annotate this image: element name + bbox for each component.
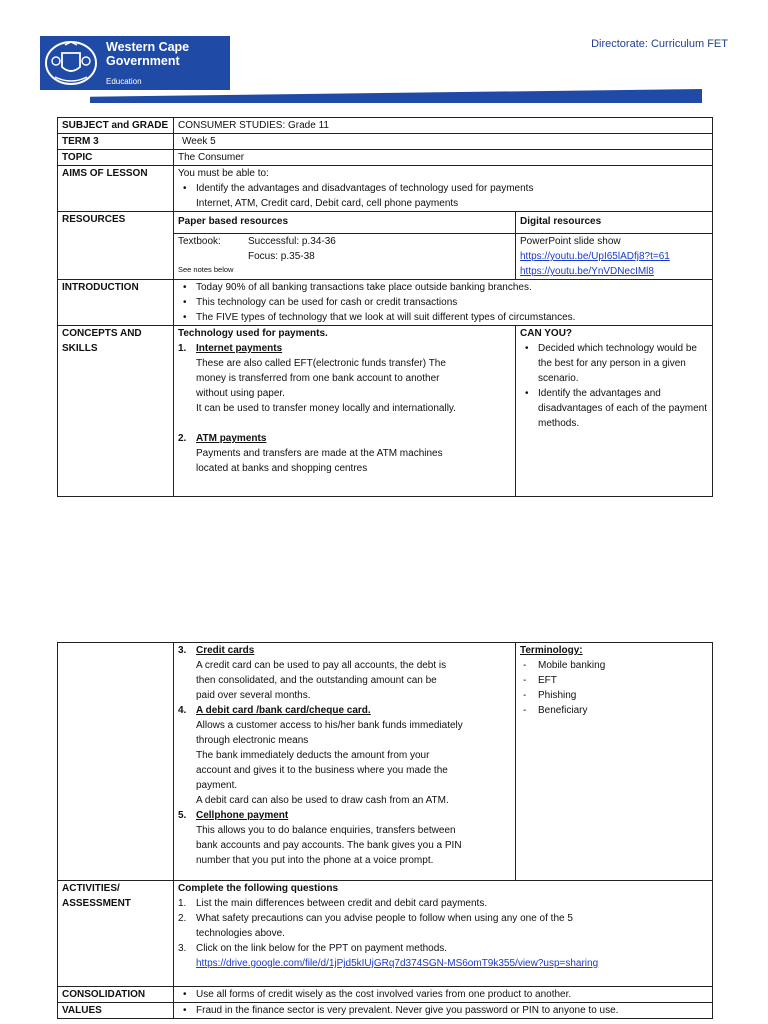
- intro-item: • The FIVE types of technology that we look at will suit different types of circumstances.: [178, 310, 708, 325]
- question-1: List the main differences between credit and debit card payments.: [196, 898, 488, 909]
- internet-payments-title: Internet payments: [196, 343, 283, 354]
- cellphone-payment-title: Cellphone payment: [196, 810, 289, 821]
- lesson-table-1: [57, 117, 713, 497]
- consolidation-row: [58, 987, 713, 1003]
- terminology-cell: [516, 643, 713, 881]
- term-item: - Beneficiary: [520, 703, 708, 718]
- directorate-title: Directorate: Curriculum FET: [591, 38, 728, 50]
- question-2-cont: technologies above.: [196, 928, 285, 939]
- concepts-row: [58, 326, 713, 497]
- resources-head-row: [58, 212, 713, 234]
- internet-payments-text: These are also called EFT(electronic funds transfer) The money is transferred from one bank account to another without using paper. It can be used to transfer money locally and internationally.: [196, 358, 456, 414]
- intro-item: • This technology can be used for cash or credit transactions: [178, 295, 708, 310]
- values-text: • Fraud in the finance sector is very prevalent. Never give you password or PIN to anyone to use.: [178, 1003, 708, 1018]
- question-2: What safety precautions can you advise people to follow when using any one of the 5: [196, 913, 573, 924]
- digital-resources: [516, 234, 713, 280]
- concepts-cell: Technology used for payments. 1. Internet payments These are also called EFT(electronic funds transfer) The money is transferred from one bank account to another without using paper. It can be used to transfer money locally and internationally. 2. ATM payments Payments and transfers are made at the ATM machines located at banks and shopping centres: [174, 326, 516, 497]
- header-band: [90, 89, 702, 103]
- paper-resources: [174, 234, 516, 280]
- logo-line-2: Government: [106, 54, 180, 68]
- debit-card-text: Allows a customer access to his/her bank funds immediately through electronic means The bank immediately deducts the amount from your account and gives it to the business where you made the payment. A debit card can also be used to draw cash from an ATM.: [196, 720, 463, 806]
- lesson-table-2: [57, 642, 713, 1019]
- can-you-cell: [516, 326, 713, 497]
- aims-intro: You must be able to:: [178, 168, 269, 179]
- activities-cell: Complete the following questions 1. List the main differences between credit and debit card payments. 2. What safety precautions can you advise people to follow when using any one of the 5 technologies above. 3. Click on the link below for the PPT on payment methods. https://drive.google.com/file/d/1jPjd5kIUjGRq7d374SGN-MS6omT9k355/view?usp=sharing: [174, 881, 713, 987]
- logo-line-1: Western Cape: [106, 40, 190, 54]
- topic-row: [58, 150, 713, 166]
- resources-label: RESOURCES: [58, 212, 174, 280]
- western-cape-logo: [40, 36, 230, 90]
- coat-of-arms-icon: [43, 39, 99, 87]
- technology-heading: Technology used for payments.: [178, 328, 328, 339]
- can-you-item: • Decided which technology would be the best for any person in a given scenario.: [520, 341, 708, 386]
- aims-cell: [174, 166, 713, 212]
- introduction-row: [58, 280, 713, 326]
- values-label: VALUES: [58, 1003, 174, 1019]
- term-item: - EFT: [520, 673, 708, 688]
- consolidation-text: • Use all forms of credit wisely as the cost involved varies from one product to another.: [178, 987, 708, 1002]
- consolidation-cell: [174, 987, 713, 1003]
- subject-label: SUBJECT and GRADE: [58, 118, 174, 134]
- textbook-successful: Successful: p.34-36: [248, 236, 336, 247]
- atm-payments-title: ATM payments: [196, 433, 267, 444]
- aims-label: AIMS OF LESSON: [58, 166, 174, 212]
- activities-row: [58, 881, 713, 987]
- youtube-link-1[interactable]: https://youtu.be/UpI65lADfj8?t=61: [520, 251, 670, 262]
- term-item: - Phishing: [520, 688, 708, 703]
- aims-bullet: • Identify the advantages and disadvantages of technology used for payments: [178, 181, 708, 196]
- introduction-cell: [174, 280, 713, 326]
- debit-card-title: A debit card /bank card/cheque card.: [196, 705, 371, 716]
- term-row: [58, 134, 713, 150]
- youtube-link-2[interactable]: https://youtu.be/YnVDNecIMl8: [520, 266, 654, 277]
- credit-cards-text: A credit card can be used to pay all accounts, the debt is then consolidated, and the outstanding amount can be paid over several months.: [196, 660, 447, 701]
- credit-cards-title: Credit cards: [196, 645, 255, 656]
- can-you-heading: CAN YOU?: [520, 328, 573, 339]
- topic-value: The Consumer: [174, 150, 713, 166]
- aims-bullet-cont: Internet, ATM, Credit card, Debit card, cell phone payments: [196, 198, 459, 209]
- aims-row: [58, 166, 713, 212]
- atm-payments-text: Payments and transfers are made at the ATM machines located at banks and shopping centres: [196, 448, 443, 474]
- concepts-cont-row: [58, 643, 713, 881]
- activities-label: ACTIVITIES/ ASSESSMENT: [58, 881, 174, 987]
- activities-heading: Complete the following questions: [178, 883, 338, 894]
- see-notes: See notes below: [178, 265, 234, 274]
- values-cell: [174, 1003, 713, 1019]
- concepts-cont-label: [58, 643, 174, 881]
- subject-row: [58, 118, 713, 134]
- subject-value: CONSUMER STUDIES: Grade 11: [174, 118, 713, 134]
- logo-department: Education: [106, 77, 142, 86]
- textbook-focus: Focus: p.35-38: [248, 251, 315, 262]
- question-3: Click on the link below for the PPT on payment methods.: [196, 943, 448, 954]
- values-row: [58, 1003, 713, 1019]
- topic-label: TOPIC: [58, 150, 174, 166]
- ppt-drive-link[interactable]: https://drive.google.com/file/d/1jPjd5kIUjGRq7d374SGN-MS6omT9k355/view?usp=sharing: [196, 958, 599, 969]
- term-value: Week 5: [174, 134, 713, 150]
- term-item: - Mobile banking: [520, 658, 708, 673]
- ppt-label: PowerPoint slide show: [520, 236, 621, 247]
- digital-resources-head: Digital resources: [516, 212, 713, 234]
- concepts-label: CONCEPTS AND SKILLS: [58, 326, 174, 497]
- concepts-cont-cell: 3. Credit cards A credit card can be used to pay all accounts, the debt is then consolidated, and the outstanding amount can be paid over several months. 4. A debit card /bank card/cheque card. Allows a customer access to his/her bank funds immediately through electronic means The bank immediately deducts the amount from your account and gives it to the business where you made the payment. A debit card can also be used to draw cash from an ATM. 5. Cellphone payment This allows you to do balance enquiries, transfers between bank accounts and pay accounts. The bank gives you a PIN number that you put into the phone at a voice prompt.: [174, 643, 516, 881]
- introduction-label: INTRODUCTION: [58, 280, 174, 326]
- term-label: TERM 3: [58, 134, 174, 150]
- textbook-label: Textbook:: [178, 236, 221, 247]
- intro-item: • Today 90% of all banking transactions take place outside banking branches.: [178, 280, 708, 295]
- cellphone-payment-text: This allows you to do balance enquiries, transfers between bank accounts and pay accounts. The bank gives you a PIN number that you put into the phone at a voice prompt.: [196, 825, 462, 866]
- consolidation-label: CONSOLIDATION: [58, 987, 174, 1003]
- terminology-heading: Terminology:: [520, 645, 583, 656]
- can-you-item: • Identify the advantages and disadvantages of each of the payment methods.: [520, 386, 708, 431]
- paper-resources-head: Paper based resources: [174, 212, 516, 234]
